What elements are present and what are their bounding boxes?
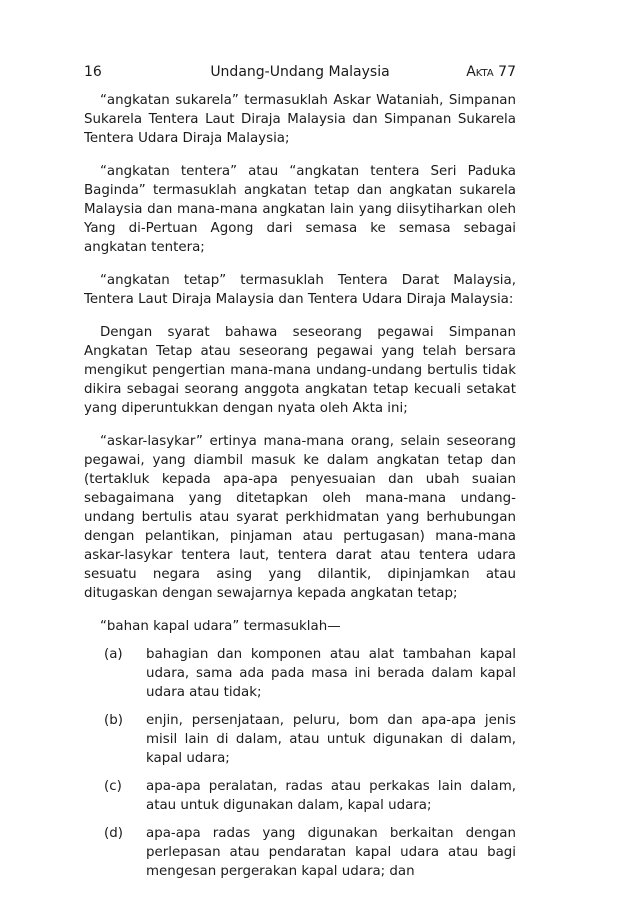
definition-askar-lasykar: “askar-lasykar” ertinya mana-mana orang, selain seseorang pegawai, yang diambil masuk ke dalam angkatan tetap dan (tertakluk kepada apa-apa penyesuaian dan ubah suaian sebagaimana yang ditetapkan oleh mana-mana undang-undang bertulis atau syarat perkhidmatan yang berhubungan dengan pelantikan, pinjaman atau pertugasan) mana-mana askar-lasykar tentera laut, tentera darat atau tentera udara sesuatu negara asing yang dilantik, dipinjamkan atau ditugaskan dengan sewajarnya kepada angkatan tetap;	[84, 434, 516, 601]
list-item-label: (c)	[104, 779, 122, 794]
list-item-b	[84, 711, 516, 768]
definition-angkatan-tentera: “angkatan tentera” atau “angkatan tentera Seri Paduka Baginda” termasuklah angkatan tetap dan angkatan sukarela Malaysia dan mana-mana angkatan lain yang diisytiharkan oleh Yang di-Pertuan Agong dari semasa ke semasa sebagai angkatan tentera;	[84, 164, 516, 255]
list-item-d	[84, 824, 516, 881]
list-item-text: enjin, persenjataan, peluru, bom dan apa-apa jenis misil lain di dalam, atau untuk digunakan di dalam, kapal udara;	[146, 713, 516, 766]
running-title: Undang-Undang Malaysia	[210, 64, 390, 80]
page-body	[84, 91, 516, 890]
act-number: Akta 77	[466, 64, 516, 80]
page-number: 16	[84, 64, 102, 80]
list-item-text: apa-apa radas yang digunakan berkaitan dengan perlepasan atau pendaratan kapal udara atau bagi mengesan pergerakan kapal udara; dan	[146, 826, 516, 879]
page-header	[84, 62, 516, 82]
definition-angkatan-tetap: “angkatan tetap” termasuklah Tentera Darat Malaysia, Tentera Laut Diraja Malaysia dan Tentera Udara Diraja Malaysia:	[84, 273, 516, 307]
list-item-label: (a)	[104, 647, 123, 662]
list-item-text: apa-apa peralatan, radas atau perkakas lain dalam, atau untuk digunakan dalam, kapal udara;	[146, 779, 516, 813]
list-item-c	[84, 777, 516, 815]
list-item-label: (d)	[104, 826, 123, 841]
list-item-label: (b)	[104, 713, 123, 728]
definition-angkatan-sukarela: “angkatan sukarela” termasuklah Askar Wataniah, Simpanan Sukarela Tentera Laut Diraja Malaysia dan Simpanan Sukarela Tentera Udara Diraja Malaysia;	[84, 93, 516, 146]
list-item-a	[84, 645, 516, 702]
list-item-text: bahagian dan komponen atau alat tambahan kapal udara, sama ada pada masa ini berada dalam kapal udara atau tidak;	[146, 647, 516, 700]
definition-bahan-kapal-udara: “bahan kapal udara” termasuklah—	[100, 619, 341, 634]
proviso-paragraph: Dengan syarat bahawa seseorang pegawai Simpanan Angkatan Tetap atau seseorang pegawai yang telah bersara mengikut pengertian mana-mana undang-undang bertulis tidak dikira sebagai seorang anggota angkatan tetap kecuali setakat yang diperuntukkan dengan nyata oleh Akta ini;	[84, 325, 516, 416]
